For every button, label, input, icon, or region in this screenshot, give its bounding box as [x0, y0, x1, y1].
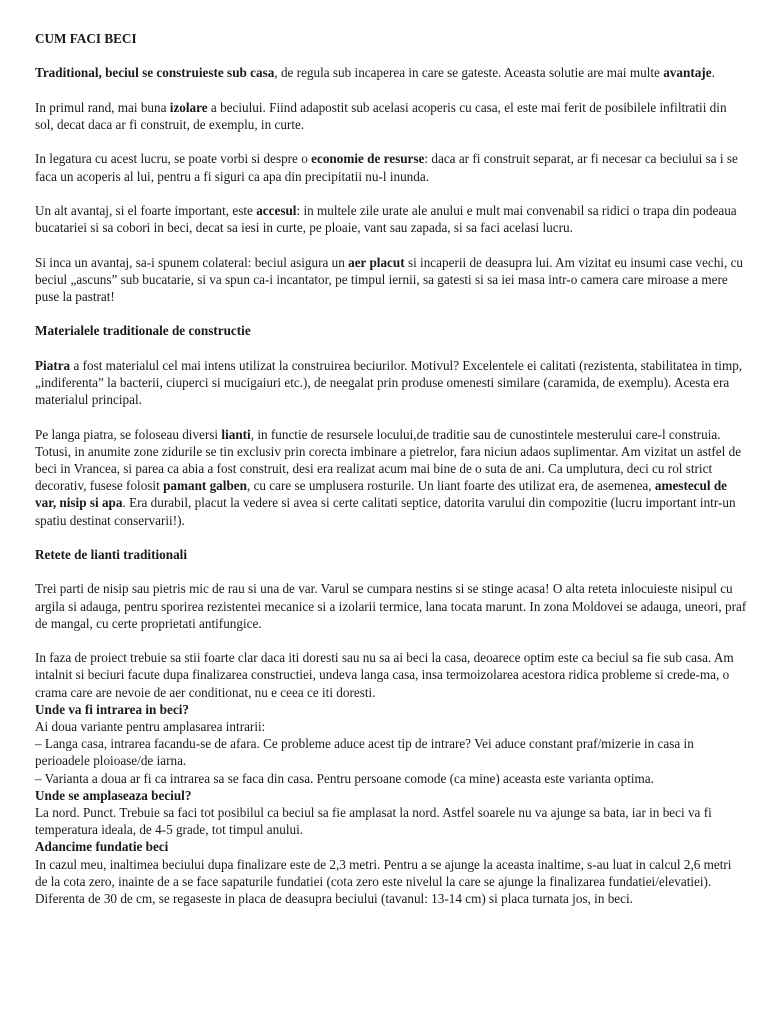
text-span: a fost materialul cel mai intens utilizat la construirea beciurilor. Motivul? Excelentele ei calitati (rezistenta, stabilitatea in timp, „indiferenta” la bacterii, ciuperci si mucigaiuri etc.), de neegalat prin produse omenesti similare (caramida, de exemplu). Acesta era materialul principal.: [35, 357, 743, 408]
bold-text: economie de resurse: [311, 151, 425, 167]
heading-entrance: Unde va fi intrarea in beci?: [35, 701, 189, 717]
text-span: : in multele zile urate ale anului e mult mai convenabil sa ridici o trapa din podeaua bucatariei si sa cobori in beci, decat sa iesi in curte, pe ploaie, vant sau zapada, si sa faci acelasi lucru.: [35, 202, 737, 236]
text-span: , in functie de resursele locului,de traditie sau de cunostintele mesterului care-l construia. Totusi, in anumite zone zidurile se tin exclusiv prin corecta imbinare a pietrelor, fara niciun adaos suplimentar. Am vizitat un astfel de beci in Vrancea, si parea ca abia a fost construit, desi era realizat acum mai bine de o suta de ani. Ca umplutura, deci cu rol strict decorativ, fusese folosit: [35, 426, 742, 494]
paragraph-stone: [35, 357, 747, 409]
document-body: [35, 30, 747, 907]
text-span: , de regula sub incaperea in care se gateste. Aceasta solutie are mai multe: [274, 65, 664, 81]
text-span: In primul rand, mai buna: [35, 99, 170, 115]
paragraph-depth: In cazul meu, inaltimea beciului dupa finalizare este de 2,3 metri. Pentru a se ajunge la aceasta inaltime, s-au luat in calcul 2,6 metri de la cota zero, inainte de a se face sapaturile fundatiei (cota zero este nivelul la care se ajunge la finalizarea fundatiei/elevatiei). Diferenta de 30 de cm, se regaseste in placa de deasupra beciului (tavanul: 13-14 cm) si placa turnata jos, in beci.: [35, 856, 732, 906]
bold-text: avantaje: [663, 65, 712, 81]
bold-text: Piatra: [35, 357, 71, 373]
list-item-entrance-outside: – Langa casa, intrarea facandu-se de afara. Ce probleme aduce acest tip de intrare? Vei aduce constant praf/mizerie in casa in perioadele ploioase/de iarna.: [35, 736, 694, 769]
heading-materials: Materialele traditionale de constructie: [35, 323, 251, 339]
text-span: Si inca un avantaj, sa-i spunem colateral: beciul asigura un: [35, 254, 349, 270]
paragraph-location: La nord. Punct. Trebuie sa faci tot posibilul ca beciul sa fie amplasat la nord. Astfel soarele nu va ajunge sa bata, iar in beci va fi temperatura ideala, de 4-5 grade, tot timpul anului.: [35, 804, 712, 838]
text-span: . Era durabil, placut la vedere si avea si certe calitati septice, datorita varului din compozitie (lucru important intr-un spatiu destinat conservarii!).: [35, 495, 736, 528]
text-span: : daca ar fi construit separat, ar fi necesar ca beciului sa i se faca un acoperis al lui, pentru a fi siguri ca apa din precipitatii nu-l inunda.: [35, 151, 738, 184]
text-span: , cu care se umplusera rosturile. Un liant foarte des utilizat era, de asemenea,: [246, 478, 655, 494]
text-span: a beciului. Fiind adapostit sub acelasi acoperis cu casa, el este mai ferit de posibilele infiltratii din sol, decat daca ar fi construit, de exemplu, in curte.: [35, 99, 727, 132]
heading-location: Unde se amplaseaza beciul?: [35, 787, 192, 803]
list-item-entrance-inside: – Varianta a doua ar fi ca intrarea sa se faca din casa. Pentru persoane comode (ca mine) aceasta este varianta optima.: [35, 770, 654, 786]
paragraph-access: [35, 202, 747, 236]
text-span: si incaperii de deasupra lui. Am vizitat eu insumi case vechi, cu beciul „ascuns” sub bucatarie, si va spun ca-i incantator, pe timpul iernii, sa gatesti si sa iei masa intr-o camera care miroase a mere puse la pastrat!: [35, 254, 744, 304]
paragraph-recipes: Trei parti de nisip sau pietris mic de rau si una de var. Varul se cumpara nestins si se stinge acasa! O alta reteta inlocuieste nisipul cu argila si adauga, pentru sporirea rezistentei mecanice si a izolarii termice, lana tocata marunt. In zona Moldovei se adauga, uneori, praf de mangal, cu certe proprietati antifungice.: [35, 581, 747, 631]
bold-text: accesul: [256, 202, 297, 218]
intro-paragraph: [35, 64, 747, 81]
paragraph-project: In faza de proiect trebuie sa stii foarte clar daca iti doresti sau nu sa ai beci la casa, deoarece optim este ca beciul sa fie sub casa. Am intalnit si beciuri facute dupa finalizarea constructiei, undeva langa casa, insa termoizolarea acestora ridica probleme si crede-ma, o crama care are nevoie de aer conditionat, nu e ceea ce iti doresti.: [35, 650, 734, 700]
bold-text: aer placut: [348, 254, 405, 270]
paragraph-air: [35, 254, 747, 306]
bold-text: lianti: [221, 426, 251, 442]
paragraph-entrance-intro: Ai doua variante pentru amplasarea intrarii:: [35, 718, 266, 734]
text-span: Pe langa piatra, se foloseau diversi: [35, 426, 222, 442]
heading-depth: Adancime fundatie beci: [35, 839, 169, 855]
bold-text: amestecul de var, nisip si apa: [35, 478, 728, 511]
bold-text: pamant galben: [163, 478, 247, 494]
text-span: Un alt avantaj, si el foarte important, este: [35, 202, 257, 218]
paragraph-binders: [35, 426, 747, 529]
document-title: CUM FACI BECI: [35, 31, 137, 46]
heading-recipes: Retete de lianti traditionali: [35, 546, 187, 562]
bold-text: izolare: [169, 99, 208, 115]
paragraph-insulation: [35, 99, 747, 133]
paragraph-resources: [35, 150, 747, 184]
text-span: .: [711, 65, 715, 81]
bold-text: Traditional, beciul se construieste sub casa: [35, 65, 275, 81]
text-span: In legatura cu acest lucru, se poate vorbi si despre o: [35, 151, 312, 167]
